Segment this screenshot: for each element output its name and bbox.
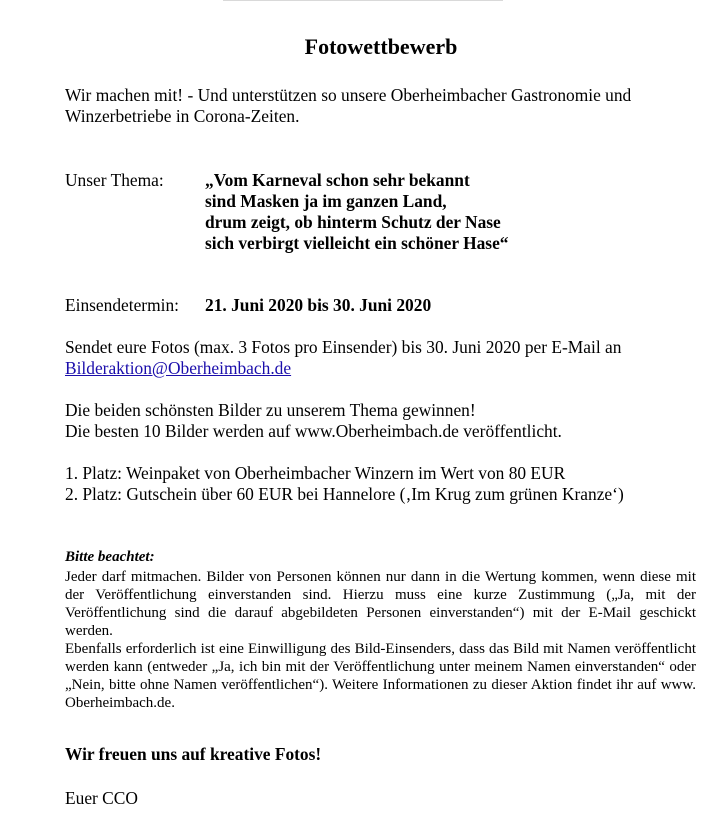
winners-line-1: Die beiden schönsten Bilder zu unserem Thema gewinnen! — [65, 400, 476, 420]
theme-quote-line-1: „Vom Karneval schon sehr bekannt — [205, 170, 470, 190]
note-paragraph-2: Ebenfalls erforderlich ist eine Einwilligung des Bild-Einsenders, dass das Bild mit Namen veröffentlicht werden kann (entweder „Ja, ich bin mit der Veröffentlichung unter meinem Namen einverstanden“ oder „Nein, bitte ohne Namen veröffentlichen“). Weitere Informationen zu dieser Aktion findet ihr auf www. Oberheimbach.de. — [65, 641, 696, 711]
theme-quote-line-4: sich verbirgt vielleicht ein schöner Hase“ — [205, 233, 509, 253]
theme-quote-line-3: drum zeigt, ob hinterm Schutz der Nase — [205, 212, 501, 232]
closing-line: Wir freuen uns auf kreative Fotos! — [65, 744, 322, 764]
winners-line-2: Die besten 10 Bilder werden auf www.Oberheimbach.de veröffentlicht. — [65, 421, 562, 441]
email-link[interactable]: Bilderaktion@Oberheimbach.de — [65, 358, 292, 378]
signature: Euer CCO — [65, 788, 138, 808]
deadline-label: Einsendetermin: — [65, 295, 179, 315]
top-divider — [223, 0, 503, 1]
note-heading: Bitte beachtet: — [65, 549, 155, 565]
theme-quote-line-2: sind Masken ja im ganzen Land, — [205, 191, 447, 211]
page-title: Fotowettbewerb — [304, 34, 458, 59]
prizes-list — [65, 463, 624, 505]
send-paragraph — [65, 337, 621, 379]
intro-line-1: Wir machen mit! - Und unterstützen so unsere Oberheimbacher Gastronomie und — [65, 85, 632, 105]
note-body — [65, 568, 696, 712]
deadline-value: 21. Juni 2020 bis 30. Juni 2020 — [205, 295, 432, 315]
note-paragraph-1: Jeder darf mitmachen. Bilder von Personen können nur dann in die Wertung kommen, wenn diese mit der Veröffentlichung einverstanden sind. Hierzu muss eine kurze Zustimmung („Ja, mit der Veröffentlichung sind die darauf abgebildeten Personen einverstanden“) mit der E-Mail geschickt werden. — [65, 569, 696, 639]
theme-quote — [205, 170, 509, 254]
theme-label: Unser Thema: — [65, 170, 164, 190]
send-text: Sendet eure Fotos (max. 3 Fotos pro Einsender) bis 30. Juni 2020 per E-Mail an — [65, 337, 622, 357]
prize-first: 1. Platz: Weinpaket von Oberheimbacher Winzern im Wert von 80 EUR — [65, 463, 566, 483]
winners-paragraph — [65, 400, 562, 442]
prize-second: 2. Platz: Gutschein über 60 EUR bei Hannelore (‚Im Krug zum grünen Kranze‘) — [65, 484, 624, 504]
intro-line-2: Winzerbetriebe in Corona-Zeiten. — [65, 106, 300, 126]
intro-paragraph — [65, 85, 631, 127]
